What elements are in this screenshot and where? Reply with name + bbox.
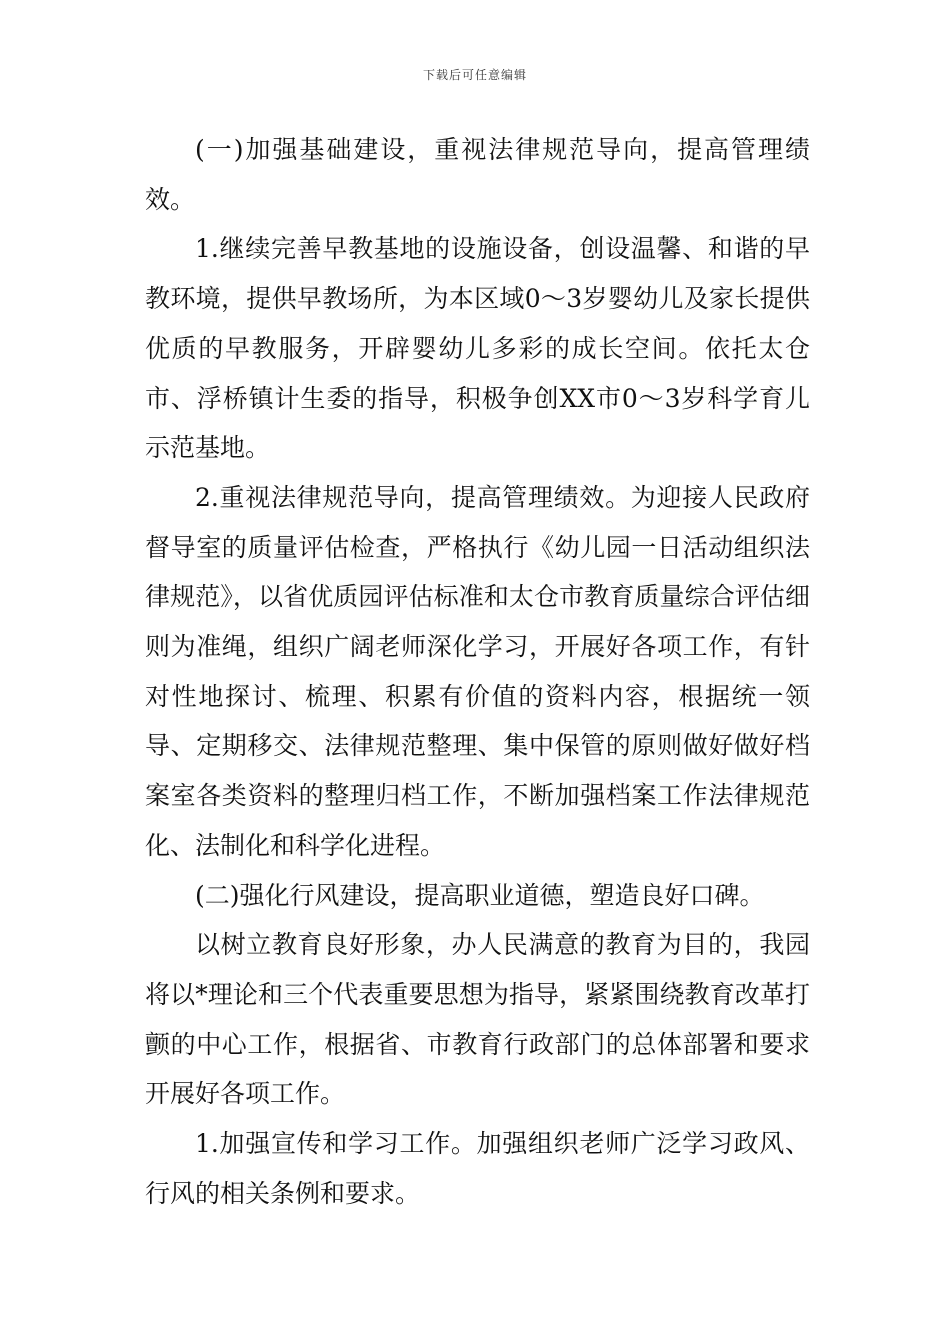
paragraph-item-1: 1.继续完善早教基地的设施设备，创设温馨、和谐的早教环境，提供早教场所，为本区域0～3岁婴幼儿及家长提供优质的早教服务，开辟婴幼儿多彩的成长空间。依托太仓市、浮桥镇计生委的指导，积极争创XX市0～3岁科学育儿示范基地。 <box>145 234 810 463</box>
section-heading-1: (一)加强基础建设，重视法律规范导向，提高管理绩效。 <box>145 135 810 214</box>
section-heading-2: (二)强化行风建设，提高职业道德，塑造良好口碑。 <box>195 880 765 910</box>
paragraph-intro: 以树立教育良好形象，办人民满意的教育为目的，我园将以*理论和三个代表重要思想为指导，紧紧围绕教育改革打颤的中心工作，根据省、市教育行政部门的总体部署和要求开展好各项工作。 <box>145 930 810 1109</box>
paragraph-item-3: 1.加强宣传和学习工作。加强组织老师广泛学习政风、行风的相关条例和要求。 <box>145 1129 810 1208</box>
document-body <box>145 125 810 1218</box>
paragraph-item-2: 2.重视法律规范导向，提高管理绩效。为迎接人民政府督导室的质量评估检查，严格执行《幼儿园一日活动组织法律规范》，以省优质园评估标准和太仓市教育质量综合评估细则为准绳，组织广阔老师深化学习，开展好各项工作，有针对性地探讨、梳理、积累有价值的资料内容，根据统一领导、定期移交、法律规范整理、集中保管的原则做好做好档案室各类资料的整理归档工作，不断加强档案工作法律规范化、法制化和科学化进程。 <box>145 482 810 860</box>
header-note: 下载后可任意编辑 <box>422 68 527 82</box>
